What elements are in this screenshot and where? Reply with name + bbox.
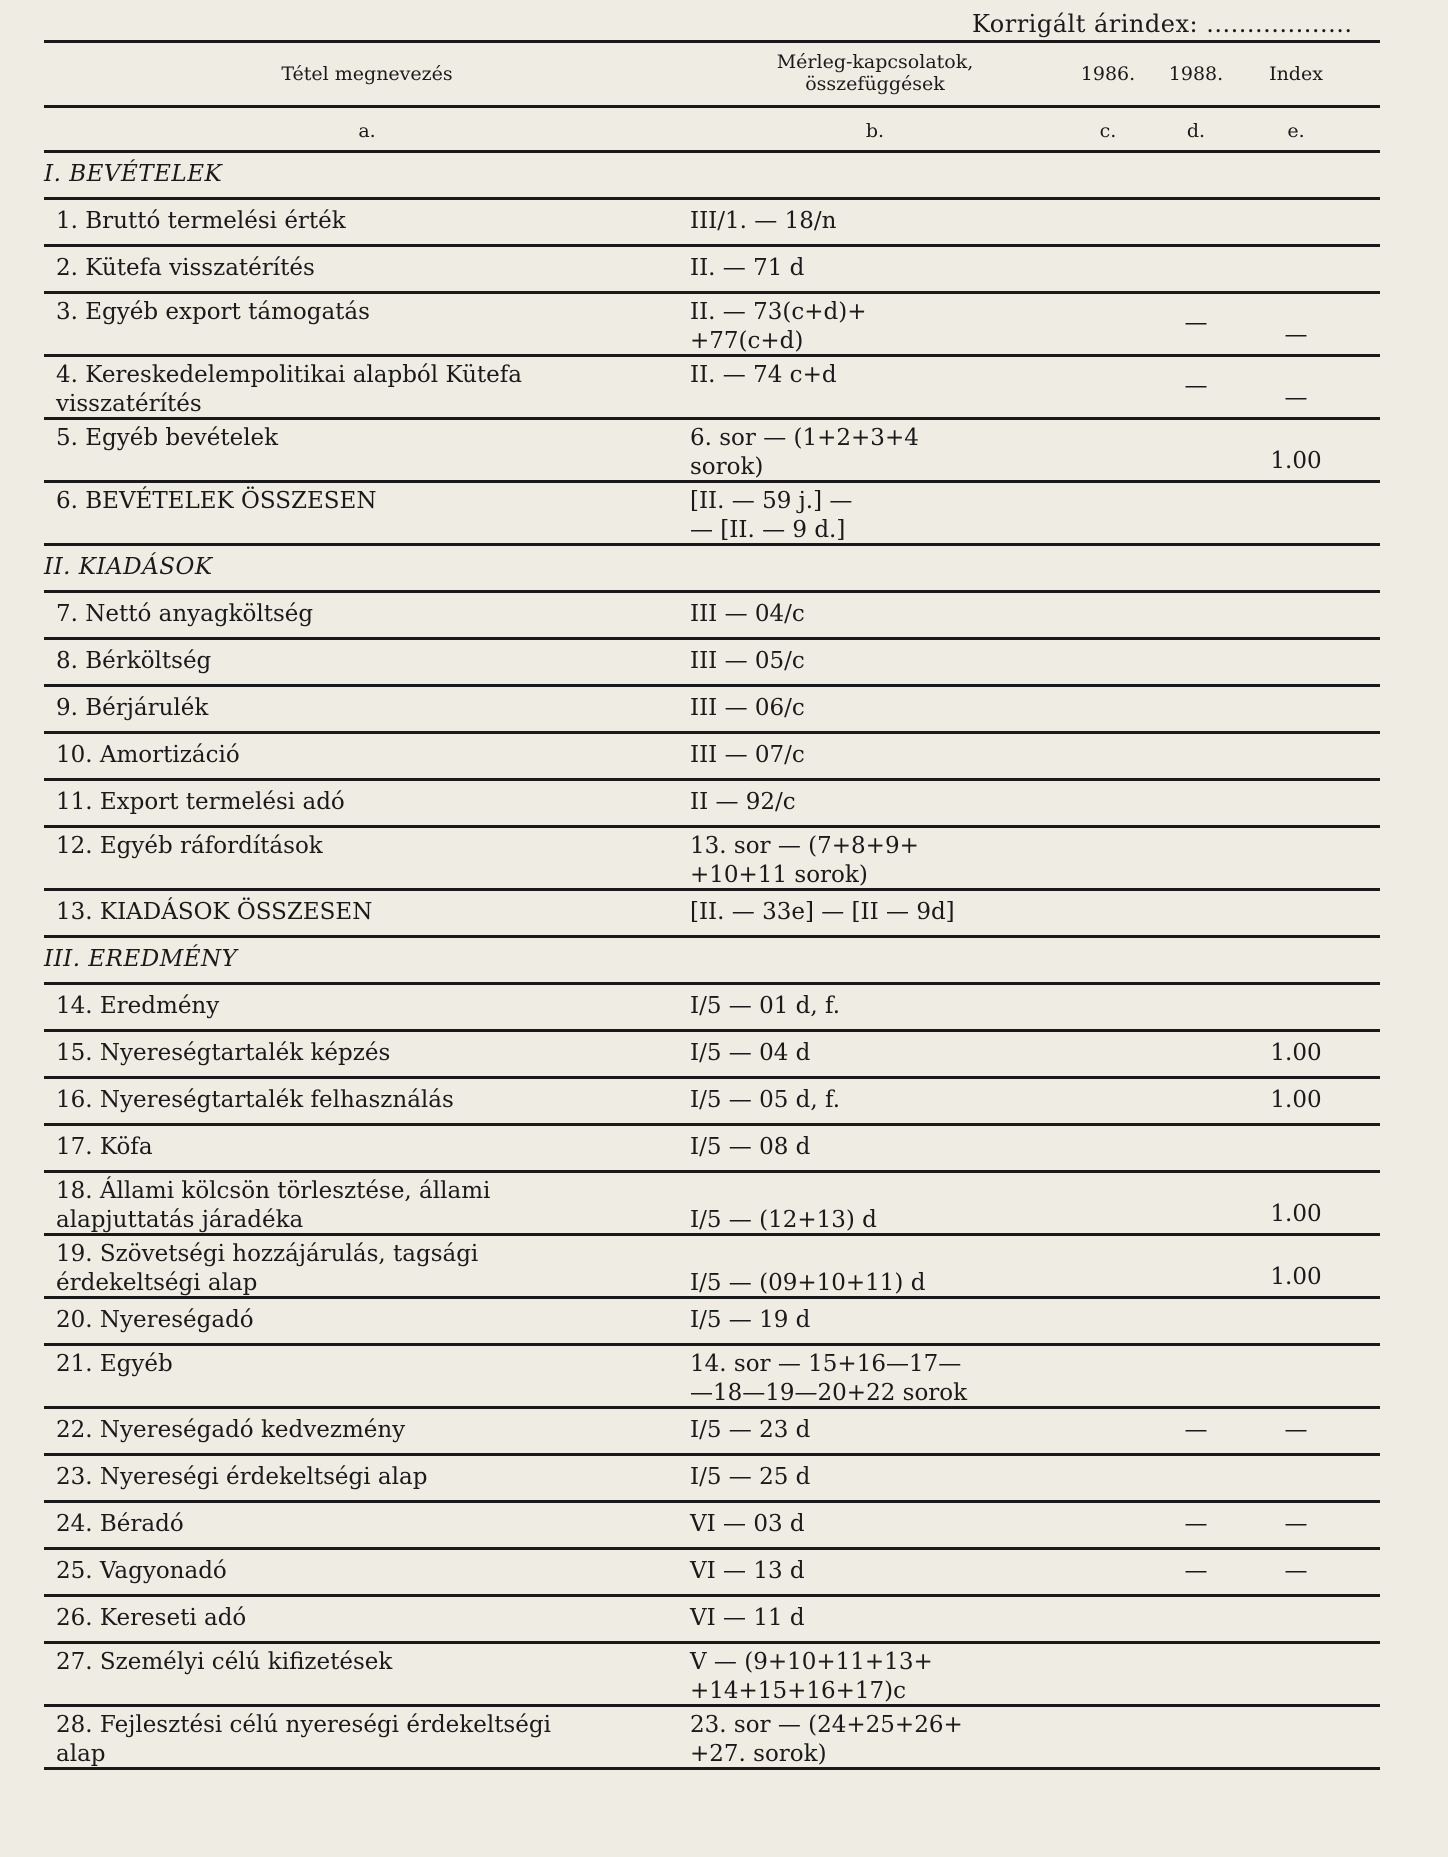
row-ref: VI — 13 d xyxy=(690,1557,805,1584)
section-row xyxy=(44,153,1380,200)
row-name: 10. Amortizáció xyxy=(56,741,240,768)
row-name: 7. Nettó anyagköltség xyxy=(56,600,314,627)
table-row xyxy=(44,1299,1380,1346)
row-ref: [II. — 33e] — [II — 9d] xyxy=(690,898,955,925)
row-1988: — xyxy=(1184,372,1208,399)
row-ref: II — 92/c xyxy=(690,788,796,815)
row-name: 19. Szövetségi hozzájárulás, tagsági érdekeltségi alap xyxy=(56,1241,479,1296)
corrected-price-index-label: Korrigált árindex: .................. xyxy=(972,10,1353,38)
row-ref: III — 05/c xyxy=(690,647,805,674)
row-index xyxy=(1236,884,1356,886)
table-row xyxy=(44,1409,1380,1456)
row-ref: [II. — 59 j.] — — [II. — 9 d.] xyxy=(690,488,853,543)
row-index: — xyxy=(1284,385,1308,411)
row-name: 23. Nyereségi érdekeltségi alap xyxy=(56,1463,428,1490)
table-row xyxy=(44,200,1380,247)
table-row xyxy=(44,985,1380,1032)
row-index xyxy=(1236,1402,1356,1404)
row-name: 14. Eredmény xyxy=(56,992,220,1019)
row-ref: I/5 — 23 d xyxy=(690,1416,811,1443)
row-index: 1.00 xyxy=(1270,1039,1322,1066)
row-name: 26. Kereseti adó xyxy=(56,1604,247,1631)
table-row xyxy=(44,1644,1380,1707)
row-ref: I/5 — 01 d, f. xyxy=(690,992,841,1019)
header-ref: Mérleg-kapcsolatok, összefüggések xyxy=(776,51,974,95)
row-name: 9. Bérjárulék xyxy=(56,694,209,721)
row-1988: — xyxy=(1184,1510,1208,1537)
row-1988: — xyxy=(1184,1557,1208,1584)
row-name: 2. Kütefa visszatérítés xyxy=(56,254,315,281)
column-letters xyxy=(44,108,1380,153)
table-row xyxy=(44,640,1380,687)
row-ref: VI — 03 d xyxy=(690,1510,805,1537)
table-row xyxy=(44,891,1380,938)
row-ref: III — 04/c xyxy=(690,600,805,627)
section-title: II. KIADÁSOK xyxy=(44,553,213,580)
section-title: I. BEVÉTELEK xyxy=(44,160,223,187)
row-ref: 14. sor — 15+16—17— —18—19—20+22 sorok xyxy=(690,1351,968,1406)
table-row xyxy=(44,1032,1380,1079)
table-row xyxy=(44,1236,1380,1299)
row-index xyxy=(1236,539,1356,541)
row-ref: V — (9+10+11+13+ +14+15+16+17)c xyxy=(690,1649,933,1704)
row-name: 13. KIADÁSOK ÖSSZESEN xyxy=(56,898,373,925)
section-title: III. EREDMÉNY xyxy=(44,945,238,972)
table-body xyxy=(44,153,1380,1770)
table-row xyxy=(44,687,1380,734)
table-row xyxy=(44,1707,1380,1770)
row-ref: VI — 11 d xyxy=(690,1604,805,1631)
row-name: 18. Állami kölcsön törlesztése, állami alapjuttatás járadéka xyxy=(56,1178,491,1233)
table-row xyxy=(44,247,1380,294)
row-ref: I/5 — 04 d xyxy=(690,1039,811,1066)
table-row xyxy=(44,1597,1380,1644)
section-row xyxy=(44,546,1380,593)
section-row xyxy=(44,938,1380,985)
row-name: 15. Nyereségtartalék képzés xyxy=(56,1039,391,1066)
row-index: 1.00 xyxy=(1270,448,1322,474)
letter-e: e. xyxy=(1287,120,1305,142)
row-name: 21. Egyéb xyxy=(56,1351,173,1377)
row-name: 22. Nyereségadó kedvezmény xyxy=(56,1416,406,1443)
row-index: — xyxy=(1284,1510,1308,1537)
row-ref: 6. sor — (1+2+3+4 sorok) xyxy=(690,425,919,480)
table-row xyxy=(44,357,1380,420)
table-row xyxy=(44,781,1380,828)
table-row xyxy=(44,483,1380,546)
table-row xyxy=(44,1079,1380,1126)
letter-b: b. xyxy=(865,120,885,142)
row-index: 1.00 xyxy=(1270,1201,1322,1227)
row-index: 1.00 xyxy=(1270,1086,1322,1113)
row-name: 16. Nyereségtartalék felhasználás xyxy=(56,1086,454,1113)
row-name: 5. Egyéb bevételek xyxy=(56,425,279,451)
letter-d: d. xyxy=(1186,120,1206,142)
row-ref: I/5 — 08 d xyxy=(690,1133,811,1160)
table-row xyxy=(44,1550,1380,1597)
row-1988: — xyxy=(1184,309,1208,336)
data-table xyxy=(44,40,1380,1770)
table-row xyxy=(44,1456,1380,1503)
row-ref: III — 06/c xyxy=(690,694,805,721)
row-name: 11. Export termelési adó xyxy=(56,788,345,815)
row-index: — xyxy=(1284,1416,1308,1443)
row-name: 24. Béradó xyxy=(56,1510,184,1537)
row-name: 12. Egyéb ráfordítások xyxy=(56,833,323,859)
row-name: 6. BEVÉTELEK ÖSSZESEN xyxy=(56,488,377,514)
table-row xyxy=(44,593,1380,640)
header-index: Index xyxy=(1269,63,1323,85)
header-name: Tétel megnevezés xyxy=(281,63,453,85)
row-1988: — xyxy=(1184,1416,1208,1443)
row-index xyxy=(1236,1700,1356,1702)
row-ref: 23. sor — (24+25+26+ +27. sorok) xyxy=(690,1712,963,1767)
row-name: 25. Vagyonadó xyxy=(56,1557,227,1584)
row-ref: III — 07/c xyxy=(690,741,805,768)
row-name: 3. Egyéb export támogatás xyxy=(56,299,370,325)
row-name: 17. Köfa xyxy=(56,1133,153,1160)
header-1986: 1986. xyxy=(1080,63,1136,85)
table-row xyxy=(44,294,1380,357)
table-row xyxy=(44,1346,1380,1409)
row-ref: II. — 71 d xyxy=(690,254,805,281)
row-ref: II. — 74 c+d xyxy=(690,362,837,388)
row-ref: I/5 — 25 d xyxy=(690,1463,811,1490)
row-index: — xyxy=(1284,322,1308,348)
row-name: 28. Fejlesztési célú nyereségi érdekeltségi alap xyxy=(56,1712,551,1767)
row-index xyxy=(1236,1763,1356,1765)
table-row xyxy=(44,1503,1380,1550)
table-row xyxy=(44,734,1380,781)
row-ref: 13. sor — (7+8+9+ +10+11 sorok) xyxy=(690,833,919,888)
row-ref: II. — 73(c+d)+ +77(c+d) xyxy=(690,299,867,354)
row-index: — xyxy=(1284,1557,1308,1584)
row-name: 4. Kereskedelempolitikai alapból Kütefa visszatérítés xyxy=(56,362,523,417)
row-ref: III/1. — 18/n xyxy=(690,207,837,234)
row-ref: I/5 — 05 d, f. xyxy=(690,1086,841,1113)
header-1988: 1988. xyxy=(1168,63,1224,85)
letter-c: c. xyxy=(1099,120,1117,142)
table-row xyxy=(44,1126,1380,1173)
row-name: 8. Bérköltség xyxy=(56,647,212,674)
table-row xyxy=(44,828,1380,891)
row-name: 1. Bruttó termelési érték xyxy=(56,207,346,234)
row-ref: I/5 — (09+10+11) d xyxy=(690,1270,926,1296)
letter-a: a. xyxy=(358,120,376,142)
row-index: 1.00 xyxy=(1270,1264,1322,1290)
row-name: 27. Személyi célú kifizetések xyxy=(56,1649,393,1675)
table-row xyxy=(44,420,1380,483)
table-row xyxy=(44,1173,1380,1236)
table-header xyxy=(44,43,1380,108)
row-ref: I/5 — 19 d xyxy=(690,1306,811,1333)
row-ref: I/5 — (12+13) d xyxy=(690,1207,877,1233)
row-name: 20. Nyereségadó xyxy=(56,1306,254,1333)
